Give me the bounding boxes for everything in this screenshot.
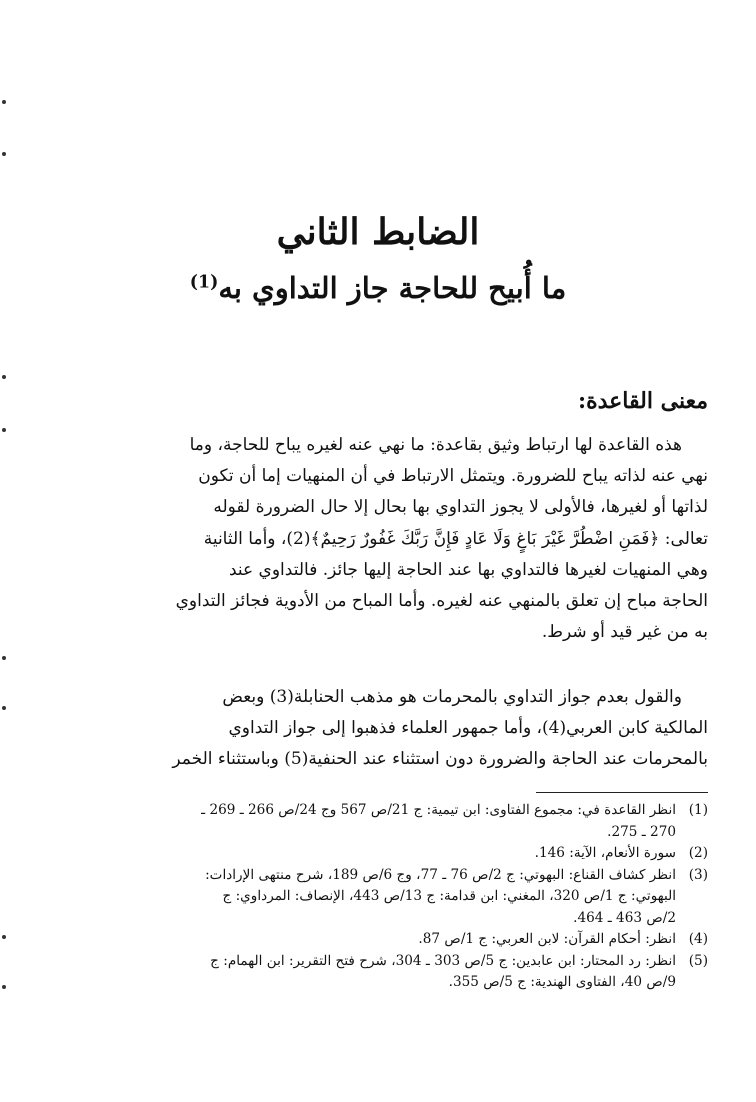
text-line: وهي المنهيات لغيرها فالتداوي بها عند الحاجة إليها جائز. فالتداوي عند bbox=[228, 559, 708, 580]
footnote-number: (1) bbox=[688, 802, 708, 818]
footnote-number: (4) bbox=[688, 931, 708, 947]
margin-mark bbox=[2, 375, 6, 379]
margin-mark bbox=[2, 656, 6, 660]
margin-mark bbox=[2, 428, 6, 432]
subtitle-text: ما أُبيح للحاجة جاز التداوي به bbox=[218, 271, 567, 305]
text-line: المالكية كابن العربي(4)، وأما جمهور العلماء فذهبوا إلى جواز التداوي bbox=[228, 718, 708, 739]
footnotes bbox=[60, 800, 708, 994]
paragraph-2 bbox=[70, 682, 708, 776]
section-heading: معنى القاعدة: bbox=[577, 388, 708, 414]
text-line: تعالى: ﴿فَمَنِ اضْطُرَّ غَيْرَ بَاغٍ وَلَا عَادٍ فَإِنَّ رَبَّكَ غَفُورٌ رَحِيمٌ﴾(2)، وأما الثانية bbox=[203, 528, 708, 549]
paragraph-1 bbox=[70, 430, 708, 648]
page-subtitle bbox=[60, 268, 696, 308]
footnote-line: 270 ـ 275. bbox=[607, 823, 676, 840]
margin-mark bbox=[2, 706, 6, 710]
footnote-5 bbox=[60, 951, 708, 994]
footnote-number: (3) bbox=[688, 866, 708, 883]
footnote-1 bbox=[60, 800, 708, 843]
text-line: لذاتها أو لغيرها، فالأولى لا يجوز التداوي بها بحال إلا حال الضرورة لقوله bbox=[213, 497, 708, 518]
text-line: به من غير قيد أو شرط. bbox=[541, 622, 708, 643]
footnote-line: 9/ص 40، الفتاوى الهندية: ج 5/ص 355. bbox=[448, 974, 676, 990]
margin-mark bbox=[2, 935, 6, 939]
footnote-line: انظر: رد المحتار: ابن عابدين: ج 5/ص 303 ـ 304، شرح فتح التقرير: ابن الهمام: ج bbox=[210, 952, 676, 969]
footnote-number: (2) bbox=[688, 845, 708, 861]
footnote-line: سورة الأنعام، الآية: 146. bbox=[534, 845, 676, 861]
footnote-line: انظر: أحكام القرآن: لابن العربي: ج 1/ص 87. bbox=[418, 931, 676, 947]
footnote-4 bbox=[60, 929, 708, 951]
footnote-line: انظر القاعدة في: مجموع الفتاوى: ابن تيمية: ج 21/ص 567 وج 24/ص 266 ـ 269 ـ bbox=[201, 802, 676, 818]
footnote-line: 2/ص 463 ـ 464. bbox=[573, 909, 676, 926]
footnote-number: (5) bbox=[688, 952, 708, 969]
margin-mark bbox=[2, 100, 6, 104]
footnote-line: انظر كشاف القناع: البهوتي: ج 2/ص 76 ـ 77، وج 6/ص 189، شرح منتهى الإرادات: bbox=[205, 866, 676, 883]
footnote-2 bbox=[60, 843, 708, 865]
text-line: نهي عنه لذاته يباح للضرورة. ويتمثل الارتباط في أن المنهيات إما أن تكون bbox=[198, 466, 708, 487]
text-line: هذه القاعدة لها ارتباط وثيق بقاعدة: ما نهي عنه لغيره يباح للحاجة، وما bbox=[189, 435, 682, 455]
footnote-line: البهوتي: ج 1/ص 320، المغني: ابن قدامة: ج 13/ص 443، الإنصاف: المرداوي: ج bbox=[222, 888, 676, 904]
page-title: الضابط الثاني bbox=[276, 211, 480, 253]
text-line: الحاجة مباح إن تعلق بالمنهي عنه لغيره. وأما المباح من الأدوية فجائز التداوي bbox=[175, 591, 708, 612]
margin-mark bbox=[2, 985, 6, 989]
footnote-3 bbox=[60, 865, 708, 930]
text-line: والقول بعدم جواز التداوي بالمحرمات هو مذهب الحنابلة(3) وبعض bbox=[222, 687, 682, 707]
margin-mark bbox=[2, 152, 6, 156]
text-line: بالمحرمات عند الحاجة والضرورة دون استثناء عند الحنفية(5) وباستثناء الخمر bbox=[172, 749, 708, 770]
footnote-separator bbox=[536, 792, 708, 793]
footnote-ref: (1) bbox=[189, 272, 219, 293]
